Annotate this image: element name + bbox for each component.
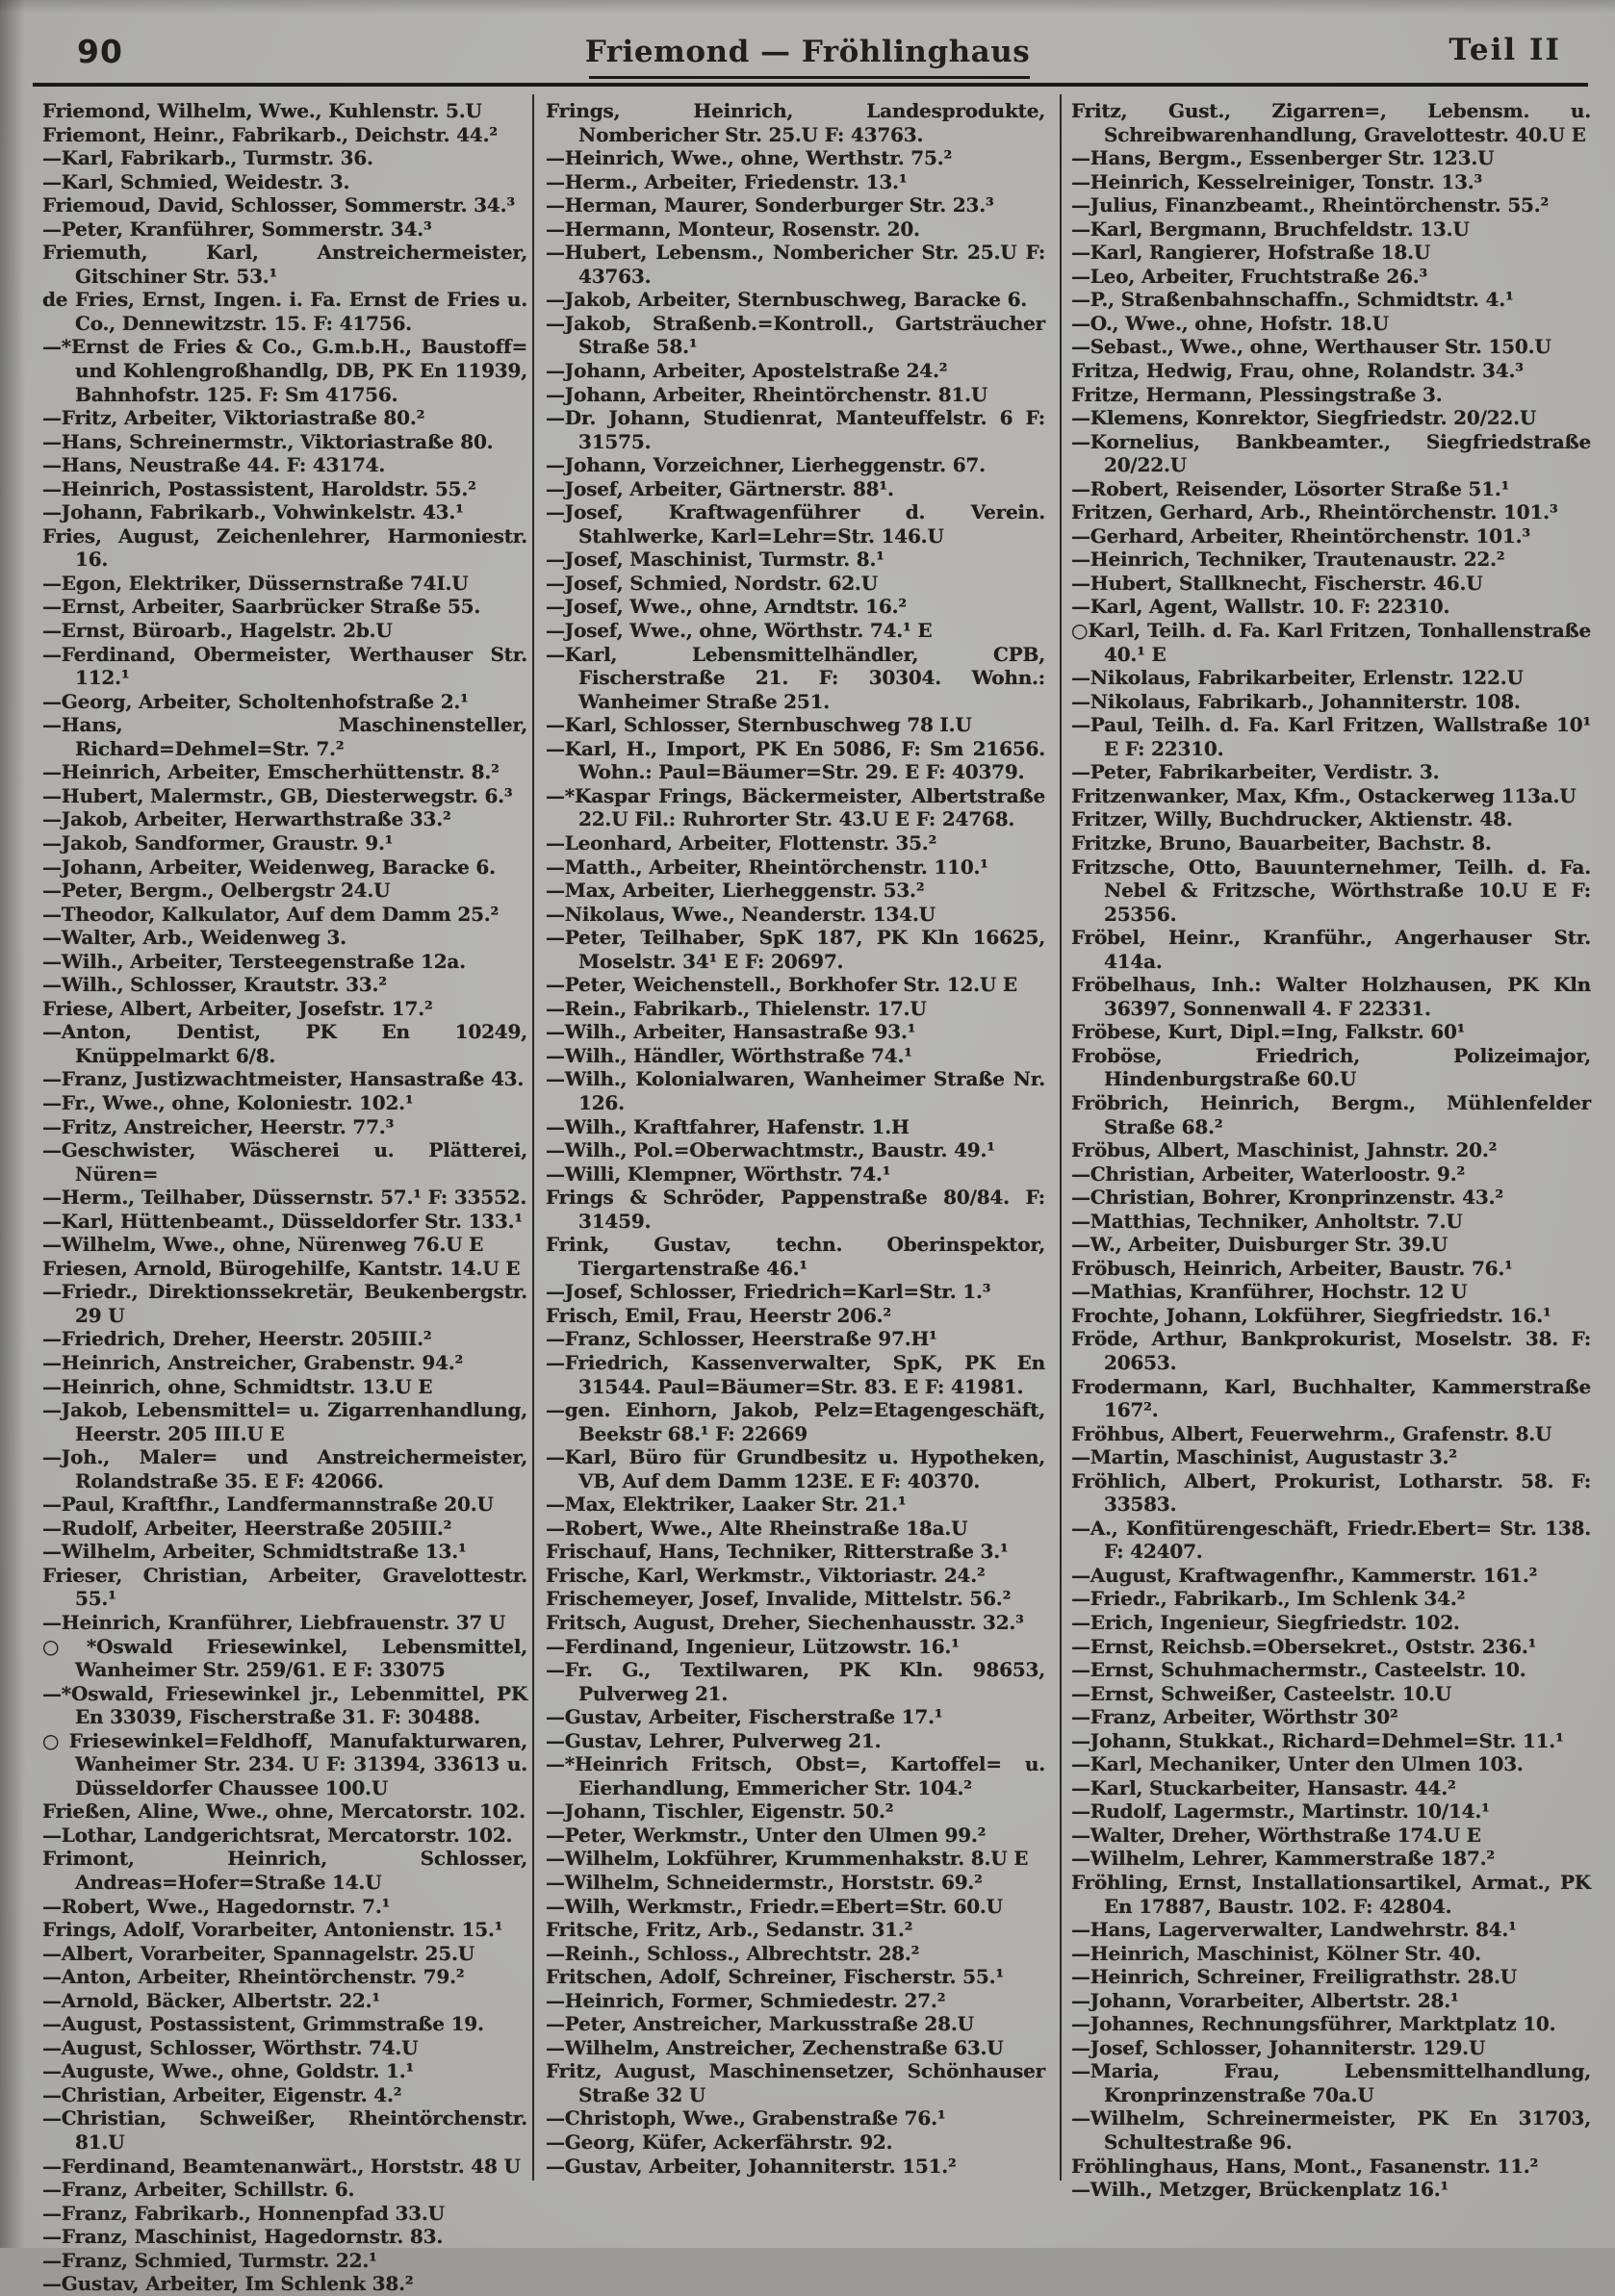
column-divider-1 — [532, 94, 534, 2181]
directory-entry: —Wilhelm, Arbeiter, Schmidtstraße 13.¹ — [42, 1540, 467, 1564]
directory-entry: ○Friesewinkel=Feldhoff, Manufakturwaren, Wanheimer Str. 234. U F: 31394, 33613 u. Düsseldorfer Chaussee 100.U — [42, 1728, 527, 1799]
directory-entry: —Gustav, Lehrer, Pulverweg 21. — [546, 1728, 882, 1752]
directory-entry: —Peter, Werkmstr., Unter den Ulmen 99.² — [546, 1823, 987, 1847]
directory-entry: Fritzenwanker, Max, Kfm., Ostackerweg 113a.U — [1071, 783, 1577, 807]
directory-entry: —Johann, Arbeiter, Weidenweg, Baracke 6. — [42, 855, 496, 879]
directory-entry: Friesen, Arnold, Bürogehilfe, Kantstr. 14.U E — [42, 1256, 521, 1280]
header-rule — [33, 83, 1588, 87]
directory-entry: —Paul, Kraftfhr., Landfermannstraße 20.U — [42, 1492, 494, 1517]
title-underline — [589, 76, 1030, 79]
page-title: Friemond — Fröhlinghaus — [584, 35, 1031, 69]
directory-entry: —Paul, Teilh. d. Fa. Karl Fritzen, Wallstraße 10¹ E F: 22310. — [1071, 713, 1591, 760]
directory-entry: —Heinrich, Anstreicher, Grabenstr. 94.² — [42, 1350, 464, 1374]
directory-entry: Frochte, Johann, Lokführer, Siegfriedstr. 16.¹ — [1071, 1303, 1551, 1327]
directory-entry: —Wilh., Kolonialwaren, Wanheimer Straße Nr. 126. — [546, 1067, 1045, 1114]
directory-entry: —Karl, Mechaniker, Unter den Ulmen 103. — [1071, 1752, 1524, 1776]
directory-entry: —Josef, Schmied, Nordstr. 62.U — [546, 571, 878, 595]
directory-entry: —Peter, Weichenstell., Borkhofer Str. 12.U E — [546, 973, 1017, 997]
directory-entry: —Franz, Schmied, Turmstr. 22.¹ — [42, 2248, 377, 2272]
directory-entry: —Peter, Kranführer, Sommerstr. 34.³ — [42, 217, 432, 241]
directory-entry: —Wilhelm, Anstreicher, Zechenstraße 63.U — [546, 2035, 1004, 2059]
directory-entry: —Heinrich, Techniker, Trautenaustr. 22.² — [1071, 548, 1505, 572]
directory-entry: —Georg, Küfer, Ackerfährstr. 92. — [546, 2130, 893, 2155]
directory-entry: —Matthias, Techniker, Anholtstr. 7.U — [1071, 1209, 1463, 1233]
directory-entry: —Franz, Schlosser, Heerstraße 97.H¹ — [546, 1327, 937, 1351]
directory-entry: —Wilhelm, Lehrer, Kammerstraße 187.² — [1071, 1847, 1495, 1871]
directory-entry: —Gustav, Arbeiter, Johanniterstr. 151.² — [546, 2154, 957, 2178]
directory-entry: ○Karl, Teilh. d. Fa. Karl Fritzen, Tonhallenstraße 40.¹ E — [1071, 619, 1591, 666]
directory-entry: —Franz, Arbeiter, Schillstr. 6. — [42, 2178, 355, 2202]
directory-entry: —Walter, Arb., Weidenweg 3. — [42, 926, 346, 950]
column-3 — [1071, 99, 1591, 2202]
directory-entry: Fröbus, Albert, Maschinist, Jahnstr. 20.² — [1071, 1138, 1498, 1162]
directory-entry: —Wilh, Werkmstr., Friedr.=Ebert=Str. 60.U — [546, 1894, 1003, 1918]
directory-entry: —Hans, Schreinermstr., Viktoriastraße 80. — [42, 429, 494, 453]
directory-entry: —Albert, Vorarbeiter, Spannagelstr. 25.U — [42, 1941, 474, 1965]
directory-entry: —Lothar, Landgerichtsrat, Mercatorstr. 102. — [42, 1823, 513, 1847]
directory-entry: Frodermann, Karl, Buchhalter, Kammerstraße 167². — [1071, 1374, 1591, 1422]
directory-entry: —Hubert, Lebensm., Nombericher Str. 25.U F: 43763. — [546, 241, 1045, 288]
directory-entry: —Gustav, Arbeiter, Im Schlenk 38.² — [42, 2272, 414, 2296]
directory-entry: —W., Arbeiter, Duisburger Str. 39.U — [1071, 1233, 1448, 1257]
directory-entry: Frieser, Christian, Arbeiter, Gravelottestr. 55.¹ — [42, 1563, 527, 1611]
directory-entry: Fröhlinghaus, Hans, Mont., Fasanenstr. 11.² — [1071, 2154, 1539, 2178]
directory-entry: —Johann, Vorarbeiter, Albertstr. 28.¹ — [1071, 1988, 1459, 2012]
directory-entry: —Ernst, Büroarb., Hagelstr. 2b.U — [42, 619, 393, 643]
directory-entry: —Franz, Arbeiter, Wörthstr 30² — [1071, 1705, 1398, 1729]
directory-entry: de Fries, Ernst, Ingen. i. Fa. Ernst de Fries u. Co., Dennewitzstr. 15. F: 41756. — [42, 288, 527, 335]
directory-entry: —Heinrich, Postassistent, Haroldstr. 55.² — [42, 476, 476, 500]
directory-entry: —Klemens, Konrektor, Siegfriedstr. 20/22.U — [1071, 406, 1537, 430]
directory-entry: —Ferdinand, Beamtenanwärt., Horststr. 48 U — [42, 2154, 521, 2178]
directory-entry: —Arnold, Bäcker, Albertstr. 22.¹ — [42, 1988, 380, 2012]
directory-entry: —Fr., Wwe., ohne, Koloniestr. 102.¹ — [42, 1090, 414, 1114]
directory-entry: —Joh., Maler= und Anstreichermeister, Rolandstraße 35. E F: 42066. — [42, 1445, 527, 1492]
directory-entry: Frießen, Aline, Wwe., ohne, Mercatorstr. 102. — [42, 1799, 526, 1824]
directory-entry: —Walter, Dreher, Wörthstraße 174.U E — [1071, 1823, 1481, 1847]
directory-entry: —Karl, Schlosser, Sternbuschweg 78 I.U — [546, 713, 972, 737]
directory-entry: —Hans, Bergm., Essenberger Str. 123.U — [1071, 146, 1495, 170]
directory-entry: —Hubert, Malermstr., GB, Diesterwegstr. 6.³ — [42, 783, 513, 807]
directory-entry: Friese, Albert, Arbeiter, Josefstr. 17.² — [42, 996, 433, 1020]
directory-entry: —Franz, Maschinist, Hagedornstr. 83. — [42, 2225, 444, 2249]
directory-entry: Frink, Gustav, techn. Oberinspektor, Tiergartenstraße 46.¹ — [546, 1233, 1045, 1280]
directory-entry: —Josef, Wwe., ohne, Wörthstr. 74.¹ E — [546, 619, 933, 643]
directory-entry: Frings & Schröder, Pappenstraße 80/84. F: 31459. — [546, 1186, 1045, 1233]
directory-entry: —Friedrich, Kassenverwalter, SpK, PK En 31544. Paul=Bäumer=Str. 83. E F: 41981. — [546, 1350, 1045, 1398]
directory-entry: —Robert, Wwe., Alte Rheinstraße 18a.U — [546, 1516, 968, 1540]
directory-entry: —Peter, Bergm., Oelbergstr 24.U — [42, 879, 391, 903]
directory-entry: —Ernst, Schuhmachermstr., Casteelstr. 10. — [1071, 1658, 1526, 1682]
directory-entry: —Herman, Maurer, Sonderburger Str. 23.³ — [546, 193, 994, 217]
directory-entry: —Hubert, Stallknecht, Fischerstr. 46.U — [1071, 571, 1483, 595]
directory-entry: —Wilhelm, Lokführer, Krummenhakstr. 8.U E — [546, 1847, 1029, 1871]
directory-entry: —Josef, Wwe., ohne, Arndtstr. 16.² — [546, 595, 907, 619]
directory-entry: —Johann, Vorzeichner, Lierheggenstr. 67. — [546, 453, 986, 477]
directory-entry: Frimont, Heinrich, Schlosser, Andreas=Hofer=Straße 14.U — [42, 1847, 527, 1895]
directory-entry: —Wilh., Schlosser, Krautstr. 33.² — [42, 973, 387, 997]
directory-entry: —Jakob, Arbeiter, Sternbuschweg, Baracke 6. — [546, 288, 1028, 312]
directory-entry: —Heinrich, Former, Schmiedestr. 27.² — [546, 1988, 946, 2012]
directory-entry: Fröhbus, Albert, Feuerwehrm., Grafenstr. 8.U — [1071, 1421, 1552, 1445]
directory-entry: —*Oswald, Friesewinkel jr., Lebenmittel, PK En 33039, Fischerstraße 31. F: 30488. — [42, 1681, 527, 1729]
directory-entry: —Jakob, Straßenb.=Kontroll., Gartsträucher Straße 58.¹ — [546, 311, 1045, 359]
directory-entry: Fröhlich, Albert, Prokurist, Lotharstr. 58. F: 33583. — [1071, 1468, 1591, 1517]
directory-entry: Frisch, Emil, Frau, Heerstr 206.² — [546, 1303, 891, 1327]
directory-entry: —Johann, Stukkat., Richard=Dehmel=Str. 11.¹ — [1071, 1728, 1564, 1752]
directory-entry: —Peter, Fabrikarbeiter, Verdistr. 3. — [1071, 760, 1440, 784]
directory-entry: —Hermann, Monteur, Rosenstr. 20. — [546, 217, 920, 241]
directory-entry: —Hans, Neustraße 44. F: 43174. — [42, 453, 386, 477]
directory-entry: Fritsche, Fritz, Arb., Sedanstr. 31.² — [546, 1918, 913, 1942]
directory-entry: —Josef, Schlosser, Johanniterstr. 129.U — [1071, 2035, 1486, 2059]
directory-entry: —Friedr., Direktionssekretär, Beukenbergstr. 29 U — [42, 1280, 527, 1327]
page-part-label: Teil II — [1448, 33, 1561, 67]
directory-entry: —August, Kraftwagenfhr., Kammerstr. 161.² — [1071, 1563, 1538, 1587]
directory-entry: Fritzke, Bruno, Bauarbeiter, Bachstr. 8. — [1071, 830, 1492, 855]
directory-entry: Friemont, Heinr., Fabrikarb., Deichstr. 44.² — [42, 122, 498, 146]
directory-entry: —Wilhelm, Wwe., ohne, Nürenweg 76.U E — [42, 1233, 484, 1257]
directory-entry: —Ernst, Reichsb.=Obersekret., Oststr. 236.¹ — [1071, 1634, 1537, 1658]
directory-entry: —Josef, Arbeiter, Gärtnerstr. 88¹. — [546, 476, 894, 500]
directory-entry: —Martin, Maschinist, Augustastr 3.² — [1071, 1445, 1457, 1469]
directory-entry: —Karl, H., Import, PK En 5086, F: Sm 21656. Wohn.: Paul=Bäumer=Str. 29. E F: 40379. — [546, 736, 1045, 784]
directory-entry: —Karl, Bergmann, Bruchfeldstr. 13.U — [1071, 217, 1470, 241]
directory-entry: Fröhling, Ernst, Installationsartikel, Armat., PK En 17887, Baustr. 102. F: 42804. — [1071, 1871, 1591, 1918]
directory-entry: —*Ernst de Fries & Co., G.m.b.H., Baustoff= und Kohlengroßhandlg, DB, PK En 11939, Bahnhofstr. 125. F: Sm 41756. — [42, 335, 527, 406]
directory-entry: —Johann, Arbeiter, Rheintörchenstr. 81.U — [546, 382, 988, 406]
directory-entry: Fritze, Hermann, Plessingstraße 3. — [1071, 382, 1443, 406]
directory-entry: —Dr. Johann, Studienrat, Manteuffelstr. 6 F: 31575. — [546, 406, 1045, 453]
directory-entry: —Jakob, Arbeiter, Herwarthstraße 33.² — [42, 807, 451, 831]
directory-entry: Friemond, Wilhelm, Wwe., Kuhlenstr. 5.U — [42, 99, 482, 122]
directory-entry: —Wilh., Arbeiter, Tersteegenstraße 12a. — [42, 949, 466, 973]
directory-entry: Fries, August, Zeichenlehrer, Harmoniestr. 16. — [42, 523, 527, 572]
directory-entry: —Fr. G., Textilwaren, PK Kln. 98653, Pulverweg 21. — [546, 1658, 1045, 1705]
column-divider-2 — [1060, 94, 1062, 2181]
directory-entry: —gen. Einhorn, Jakob, Pelz=Etagengeschäft, Beekstr 68.¹ F: 22669 — [546, 1398, 1045, 1445]
directory-entry: Fröbusch, Heinrich, Arbeiter, Baustr. 76.¹ — [1071, 1256, 1513, 1280]
directory-entry: —Julius, Finanzbeamt., Rheintörchenstr. 55.² — [1071, 193, 1550, 217]
directory-entry: —Erich, Ingenieur, Siegfriedstr. 102. — [1071, 1611, 1460, 1634]
directory-entry: —Heinrich, Kranführer, Liebfrauenstr. 37 U — [42, 1611, 506, 1634]
directory-entry: —Max, Elektriker, Laaker Str. 21.¹ — [546, 1492, 907, 1517]
directory-entry: —Gustav, Arbeiter, Fischerstraße 17.¹ — [546, 1705, 943, 1729]
directory-entry: Froböse, Friedrich, Polizeimajor, Hindenburgstraße 60.U — [1071, 1043, 1591, 1091]
directory-entry: —Heinrich, Arbeiter, Emscherhüttenstr. 8.² — [42, 760, 500, 784]
directory-entry: —Karl, Lebensmittelhändler, CPB, Fischerstraße 21. F: 30304. Wohn.: Wanheimer Straße 251. — [546, 642, 1045, 713]
directory-entry: —Heinrich, Wwe., ohne, Werthstr. 75.² — [546, 146, 953, 170]
directory-entry: —Anton, Arbeiter, Rheintörchenstr. 79.² — [42, 1965, 465, 1989]
directory-entry: Fritz, Gust., Zigarren=, Lebensm. u. Schreibwarenhandlung, Gravelottestr. 40.U E — [1071, 99, 1591, 146]
directory-entry: —Friedr., Fabrikarb., Im Schlenk 34.² — [1071, 1587, 1466, 1611]
directory-entry: —August, Schlosser, Wörthstr. 74.U — [42, 2035, 419, 2059]
directory-entry: —Herm., Teilhaber, Düssernstr. 57.¹ F: 33552. — [42, 1186, 527, 1210]
directory-entry: —Josef, Schlosser, Friedrich=Karl=Str. 1.³ — [546, 1280, 991, 1304]
directory-entry: —Jakob, Sandformer, Graustr. 9.¹ — [42, 830, 394, 855]
directory-entry: —Fritz, Arbeiter, Viktoriastraße 80.² — [42, 406, 425, 430]
directory-entry: —Sebast., Wwe., ohne, Werthauser Str. 150.U — [1071, 335, 1551, 359]
directory-entry: —Geschwister, Wäscherei u. Plätterei, Nüren= — [42, 1138, 527, 1186]
directory-entry: —Christian, Arbeiter, Eigenstr. 4.² — [42, 2082, 402, 2106]
directory-entry: —Heinrich, ohne, Schmidtstr. 13.U E — [42, 1374, 433, 1398]
directory-entry: —Karl, Stuckarbeiter, Hansastr. 44.² — [1071, 1775, 1456, 1799]
directory-entry: Fröbel, Heinr., Kranführ., Angerhauser Str. 414a. — [1071, 926, 1591, 973]
directory-entry: Frischemeyer, Josef, Invalide, Mittelstr. 56.² — [546, 1587, 1012, 1611]
directory-entry: —Max, Arbeiter, Lierheggenstr. 53.² — [546, 879, 925, 903]
directory-entry: —Nikolaus, Fabrikarb., Johanniterstr. 108. — [1071, 689, 1521, 713]
directory-entry: —Josef, Kraftwagenführer d. Verein. Stahlwerke, Karl=Lehr=Str. 146.U — [546, 500, 1045, 548]
directory-entry: Frischauf, Hans, Techniker, Ritterstraße 3.¹ — [546, 1540, 1009, 1564]
directory-entry: —Wilhelm, Schreinermeister, PK En 31703, Schultestraße 96. — [1071, 2106, 1591, 2155]
directory-entry: —Christian, Arbeiter, Waterloostr. 9.² — [1071, 1161, 1466, 1186]
directory-entry: —*Kaspar Frings, Bäckermeister, Albertstraße 22.U Fil.: Ruhrorter Str. 43.U E F: 24768. — [546, 783, 1045, 831]
directory-entry: —Nikolaus, Wwe., Neanderstr. 134.U — [546, 902, 936, 926]
directory-entry: Frische, Karl, Werkmstr., Viktoriastr. 24.² — [546, 1563, 986, 1587]
directory-entry: —Karl, Rangierer, Hofstraße 18.U — [1071, 241, 1431, 265]
directory-entry: —Herm., Arbeiter, Friedenstr. 13.¹ — [546, 169, 908, 193]
directory-entry: —Theodor, Kalkulator, Auf dem Damm 25.² — [42, 902, 500, 926]
directory-entry: —Hans, Lagerverwalter, Landwehrstr. 84.¹ — [1071, 1918, 1517, 1942]
directory-entry: —Hans, Maschinensteller, Richard=Dehmel=Str. 7.² — [42, 713, 527, 760]
column-1 — [42, 99, 527, 2296]
directory-entry: —Peter, Teilhaber, SpK 187, PK Kln 16625, Moselstr. 34¹ E F: 20697. — [546, 926, 1045, 973]
directory-entry: —Heinrich, Schreiner, Freiligrathstr. 28.U — [1071, 1965, 1517, 1989]
directory-entry: —Karl, Büro für Grundbesitz u. Hypotheken, VB, Auf dem Damm 123E. E F: 40370. — [546, 1445, 1045, 1492]
directory-entry: Fritschen, Adolf, Schreiner, Fischerstr. 55.¹ — [546, 1965, 1004, 1989]
directory-entry: —Kornelius, Bankbeamter., Siegfriedstraße 20/22.U — [1071, 429, 1591, 477]
directory-entry: —P., Straßenbahnschaffn., Schmidtstr. 4.¹ — [1071, 288, 1514, 312]
directory-entry: —Ferdinand, Obermeister, Werthauser Str. 112.¹ — [42, 642, 527, 690]
directory-entry: Frings, Heinrich, Landesprodukte, Nombericher Str. 25.U F: 43763. — [546, 99, 1045, 146]
directory-entry: —Josef, Maschinist, Turmstr. 8.¹ — [546, 548, 884, 572]
directory-entry: —Leonhard, Arbeiter, Flottenstr. 35.² — [546, 830, 937, 855]
directory-entry: —Willi, Klempner, Wörthstr. 74.¹ — [546, 1161, 891, 1186]
directory-entry: —Heinrich, Kesselreiniger, Tonstr. 13.³ — [1071, 169, 1483, 193]
directory-entry: Fritsch, August, Dreher, Siechenhausstr. 32.³ — [546, 1611, 1024, 1634]
directory-entry: Fröde, Arthur, Bankprokurist, Moselstr. 38. F: 20653. — [1071, 1327, 1591, 1374]
directory-entry: —Anton, Dentist, PK En 10249, Knüppelmarkt 6/8. — [42, 1020, 527, 1067]
directory-entry: —A., Konfitürengeschäft, Friedr.Ebert= Str. 138. F: 42407. — [1071, 1516, 1591, 1564]
directory-entry: —Johannes, Rechnungsführer, Marktplatz 10. — [1071, 2012, 1556, 2036]
directory-entry: —Ernst, Arbeiter, Saarbrücker Straße 55. — [42, 595, 481, 619]
directory-entry: —Rein., Fabrikarb., Thielenstr. 17.U — [546, 996, 927, 1020]
directory-entry: —Johann, Tischler, Eigenstr. 50.² — [546, 1799, 894, 1824]
directory-entry: —Auguste, Wwe., ohne, Goldstr. 1.¹ — [42, 2059, 415, 2083]
directory-entry: —Rudolf, Arbeiter, Heerstraße 205III.² — [42, 1516, 452, 1540]
directory-entry: —O., Wwe., ohne, Hofstr. 18.U — [1071, 311, 1389, 335]
directory-entry: —Wilh., Kraftfahrer, Hafenstr. 1.H — [546, 1114, 910, 1138]
directory-entry: —Christian, Schweißer, Rheintörchenstr. 81.U — [42, 2106, 527, 2155]
directory-entry: Friemuth, Karl, Anstreichermeister, Gitschiner Str. 53.¹ — [42, 241, 527, 288]
directory-entry: Friemoud, David, Schlosser, Sommerstr. 34.³ — [42, 193, 515, 217]
directory-entry: —Peter, Anstreicher, Markusstraße 28.U — [546, 2012, 974, 2036]
page-number: 90 — [77, 33, 123, 70]
directory-entry: —Rudolf, Lagermstr., Martinstr. 10/14.¹ — [1071, 1799, 1490, 1824]
directory-entry: Fritz, August, Maschinensetzer, Schönhauser Straße 32 U — [546, 2059, 1045, 2106]
directory-entry: Fröbrich, Heinrich, Bergm., Mühlenfelder Straße 68.² — [1071, 1090, 1591, 1138]
directory-entry: Fröbese, Kurt, Dipl.=Ing, Falkstr. 60¹ — [1071, 1020, 1466, 1044]
directory-entry: Fritzsche, Otto, Bauunternehmer, Teilh. d. Fa. Nebel & Fritzsche, Wörthstraße 10.U E F: 25356. — [1071, 855, 1591, 926]
directory-entry: —Matth., Arbeiter, Rheintörchenstr. 110.¹ — [546, 855, 988, 879]
directory-entry: —Jakob, Lebensmittel= u. Zigarrenhandlung, Heerstr. 205 III.U E — [42, 1398, 527, 1445]
directory-entry: —Reinh., Schloss., Albrechtstr. 28.² — [546, 1941, 920, 1965]
directory-entry: —Ferdinand, Ingenieur, Lützowstr. 16.¹ — [546, 1634, 960, 1658]
directory-entry: —Franz, Justizwachtmeister, Hansastraße 43. — [42, 1067, 525, 1091]
directory-entry: —Christoph, Wwe., Grabenstraße 76.¹ — [546, 2106, 946, 2130]
directory-entry: —Johann, Arbeiter, Apostelstraße 24.² — [546, 359, 948, 383]
directory-entry: —Johann, Fabrikarb., Vohwinkelstr. 43.¹ — [42, 500, 464, 524]
directory-entry: —Robert, Reisender, Lösorter Straße 51.¹ — [1071, 476, 1510, 500]
directory-entry: —Mathias, Kranführer, Hochstr. 12 U — [1071, 1280, 1468, 1304]
directory-entry: —Leo, Arbeiter, Fruchtstraße 26.³ — [1071, 264, 1428, 288]
directory-entry: Fritza, Hedwig, Frau, ohne, Rolandstr. 34.³ — [1071, 359, 1524, 383]
directory-entry: —Nikolaus, Fabrikarbeiter, Erlenstr. 122.U — [1071, 666, 1524, 690]
directory-entry: —Egon, Elektriker, Düssernstraße 74I.U — [42, 571, 469, 595]
directory-entry: —Karl, Schmied, Weidestr. 3. — [42, 169, 350, 193]
directory-entry: —Gerhard, Arbeiter, Rheintörchenstr. 101.³ — [1071, 523, 1530, 548]
column-2 — [546, 99, 1045, 2178]
directory-entry: —Heinrich, Maschinist, Kölner Str. 40. — [1071, 1941, 1481, 1965]
directory-entry: —Robert, Wwe., Hagedornstr. 7.¹ — [42, 1894, 391, 1918]
directory-entry: —Wilh., Metzger, Brückenplatz 16.¹ — [1071, 2178, 1449, 2202]
directory-entry: —Wilhelm, Schneidermstr., Horststr. 69.² — [546, 1871, 983, 1895]
directory-entry: —Karl, Agent, Wallstr. 10. F: 22310. — [1071, 595, 1450, 619]
directory-entry: Fröbelhaus, Inh.: Walter Holzhausen, PK Kln 36397, Sonnenwall 4. F 22331. — [1071, 973, 1591, 1020]
directory-entry: —Fritz, Anstreicher, Heerstr. 77.³ — [42, 1114, 395, 1138]
directory-entry: —Wilh., Pol.=Oberwachtmstr., Baustr. 49.¹ — [546, 1138, 995, 1162]
directory-entry: —Friedrich, Dreher, Heerstr. 205III.² — [42, 1327, 432, 1351]
directory-entry: —Karl, Fabrikarb., Turmstr. 36. — [42, 146, 373, 170]
directory-entry: Fritzer, Willy, Buchdrucker, Aktienstr. 48. — [1071, 807, 1513, 831]
directory-entry: —Karl, Hüttenbeamt., Düsseldorfer Str. 133.¹ — [42, 1209, 523, 1233]
directory-entry: Fritzen, Gerhard, Arb., Rheintörchenstr. 101.³ — [1071, 500, 1558, 524]
directory-entry: —August, Postassistent, Grimmstraße 19. — [42, 2012, 484, 2036]
directory-entry: —Maria, Frau, Lebensmittelhandlung, Kronprinzenstraße 70a.U — [1071, 2059, 1591, 2106]
directory-entry: —Ernst, Schweißer, Casteelstr. 10.U — [1071, 1681, 1452, 1705]
directory-entry: Frings, Adolf, Vorarbeiter, Antonienstr. 15.¹ — [42, 1918, 503, 1942]
directory-entry: —Wilh., Händler, Wörthstraße 74.¹ — [546, 1043, 912, 1067]
directory-entry: —Georg, Arbeiter, Scholtenhofstraße 2.¹ — [42, 689, 469, 713]
directory-entry: —Christian, Bohrer, Kronprinzenstr. 43.² — [1071, 1186, 1503, 1210]
directory-entry: —*Heinrich Fritsch, Obst=, Kartoffel= u. Eierhandlung, Emmericher Str. 104.² — [546, 1752, 1045, 1799]
directory-entry: —Wilh., Arbeiter, Hansastraße 93.¹ — [546, 1020, 916, 1044]
directory-entry: —Franz, Fabrikarb., Honnenpfad 33.U — [42, 2201, 445, 2225]
directory-entry: ○*Oswald Friesewinkel, Lebensmittel, Wanheimer Str. 259/61. E F: 33075 — [42, 1634, 527, 1682]
